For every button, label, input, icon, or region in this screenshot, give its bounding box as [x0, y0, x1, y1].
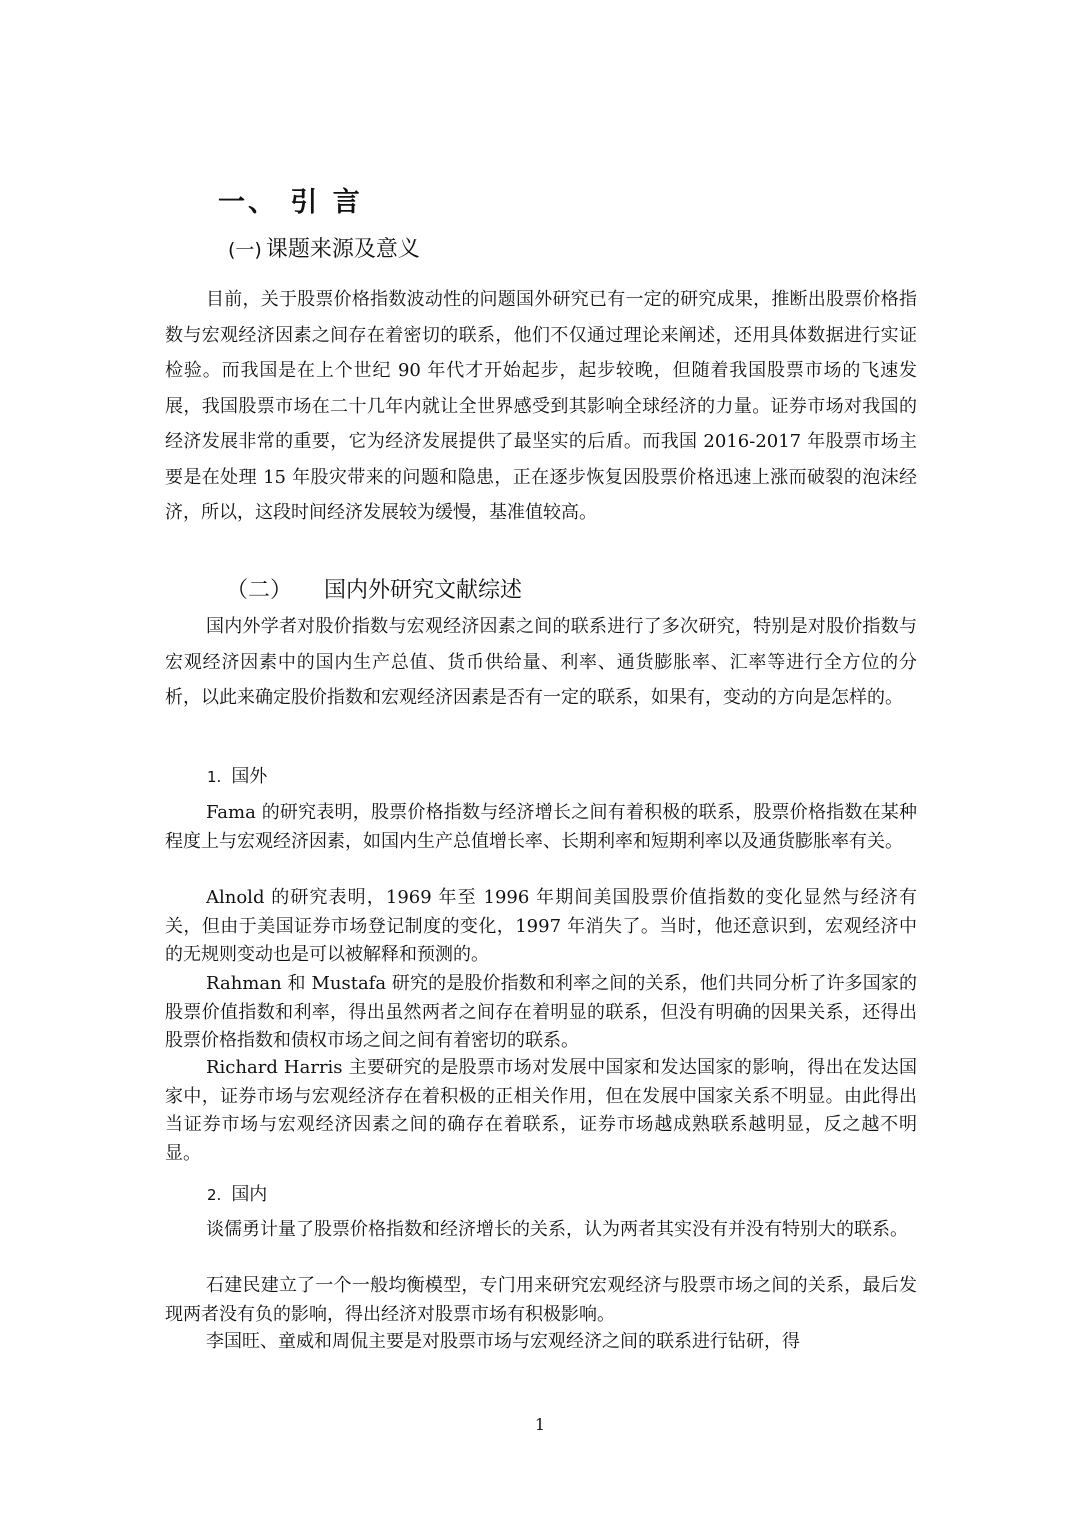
- foreign-paragraph-rahman: Rahman 和 Mustafa 研究的是股价指数和利率之间的关系，他们共同分析了许多国家的股票价值指数和利率，得出虽然两者之间存在着明显的联系，但没有明确的因果关系，还得出股票价格指数和债权市场之间之间有着密切的联系。: [165, 973, 917, 1051]
- foreign-number: 1.: [207, 768, 222, 786]
- subsection-1-label: (一): [228, 239, 262, 261]
- intro-paragraph: 目前，关于股票价格指数波动性的问题国外研究已有一定的研究成果，推断出股票价格指数与宏观经济因素之间存在着密切的联系，他们不仅通过理论来阐述，还用具体数据进行实证检验。而我国是在上个世纪 90 年代才开始起步，起步较晚，但随着我国股票市场的飞速发展，我国股票市场在二十几年内就让全世界感受到其影响全球经济的力量。证券市场对我国的经济发展非常的重要，它为经济发展提供了最坚实的后盾。而我国 2016-2017 年股票市场主要是在处理 15 年股灾带来的问题和隐患，正在逐步恢复因股票价格迅速上涨而破裂的泡沫经济，所以，这段时间经济发展较为缓慢，基准值较高。: [165, 289, 917, 523]
- section-title: 一、 引 言: [218, 187, 363, 218]
- page-number: 1: [534, 1415, 546, 1434]
- subsection-1-title: 课题来源及意义: [265, 237, 420, 262]
- subsection-heading-1: [228, 232, 420, 263]
- review-paragraph: 国内外学者对股价指数与宏观经济因素之间的联系进行了多次研究，特别是对股价指数与宏观经济因素中的国内生产总值、货币供给量、利率、通货膨胀率、汇率等进行全方位的分析，以此来确定股价指数和宏观经济因素是否有一定的联系，如果有，变动的方向是怎样的。: [165, 616, 917, 708]
- domestic-paragraph-shi: 石建民建立了一个一般均衡模型，专门用来研究宏观经济与股票市场之间的关系，最后发现两者没有负的影响，得出经济对股票市场有积极影响。: [165, 1275, 917, 1325]
- domestic-heading: [207, 1180, 267, 1206]
- subsection-2-label: （二）: [226, 578, 293, 603]
- foreign-paragraph-fama: Fama 的研究表明，股票价格指数与经济增长之间有着积极的联系，股票价格指数在某种程度上与宏观经济因素，如国内生产总值增长率、长期利率和短期利率以及通货膨胀率有关。: [165, 802, 917, 852]
- foreign-paragraph-alnold: Alnold 的研究表明，1969 年至 1996 年期间美国股票价值指数的变化显然与经济有关，但由于美国证券市场登记制度的变化，1997 年消失了。当时，他还意识到，宏观经济中的无规则变动也是可以被解释和预测的。: [165, 887, 917, 965]
- subsection-2-title: 国内外研究文献综述: [324, 578, 523, 603]
- foreign-paragraph-harris: Richard Harris 主要研究的是股票市场对发展中国家和发达国家的影响，得出在发达国家中，证券市场与宏观经济存在着积极的正相关作用，但在发展中国家关系不明显。由此得出当证券市场与宏观经济因素之间的确存在着联系，证券市场越成熟联系越明显，反之越不明显。: [165, 1057, 917, 1164]
- subsection-heading-2: [226, 573, 522, 604]
- domestic-title: 国内: [231, 1184, 268, 1205]
- domestic-paragraph-tan: 谈儒勇计量了股票价格指数和经济增长的关系，认为两者其实没有并没有特别大的联系。: [206, 1219, 908, 1240]
- domestic-number: 2.: [207, 1186, 222, 1204]
- domestic-paragraph-li: 李国旺、童威和周侃主要是对股票市场与宏观经济之间的联系进行钻研，得: [206, 1331, 800, 1352]
- foreign-heading: [207, 762, 267, 788]
- foreign-title: 国外: [231, 766, 268, 787]
